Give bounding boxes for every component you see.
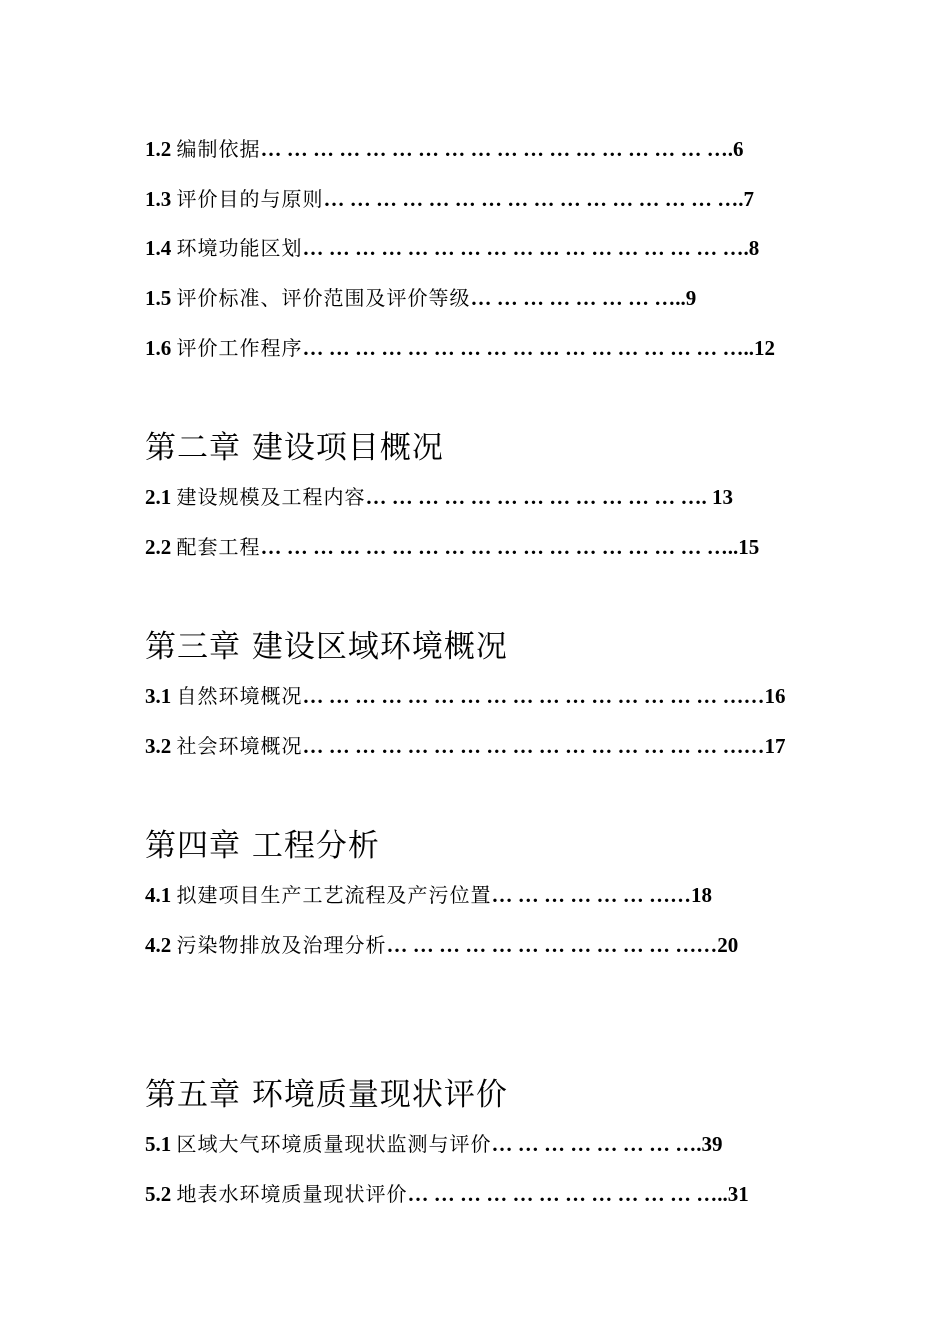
dot-leader: … … … … … … … <box>491 883 670 907</box>
page-number: …18 <box>670 883 712 907</box>
entry-number: 4.1 <box>145 883 172 907</box>
entry-title: 环境功能区划 <box>176 236 303 260</box>
dot-leader: … … … … … … … … … … … … … … … … … <box>302 236 744 260</box>
chapter-heading-5: 第五章 环境质量现状评价 <box>145 1077 508 1113</box>
entry-number: 5.2 <box>145 1182 172 1206</box>
entry-title: 拟建项目生产工艺流程及产污位置 <box>176 883 492 907</box>
dot-leader: … … … … … … … … <box>470 286 676 310</box>
page-number: .8 <box>743 236 760 260</box>
dot-leader: … … … … … … … … … … … … … … … … <box>323 187 739 211</box>
toc-entry-1-4 <box>145 234 759 262</box>
page-number: .39 <box>696 1132 723 1156</box>
entry-title: 评价标准、评价范围及评价等级 <box>176 286 471 310</box>
entry-number: 1.6 <box>145 336 172 360</box>
entry-title: 自然环境概况 <box>176 684 303 708</box>
toc-entry-1-6 <box>145 334 775 362</box>
page-number: ..31 <box>717 1182 749 1206</box>
entry-number: 1.4 <box>145 236 172 260</box>
page-number: …17 <box>743 734 786 758</box>
entry-number: 3.2 <box>145 734 172 758</box>
page-number: ..9 <box>675 286 697 310</box>
page-number: .6 <box>727 137 744 161</box>
chapter-heading-4: 第四章 工程分析 <box>145 828 380 864</box>
page-number: …16 <box>743 684 786 708</box>
entry-title: 社会环境概况 <box>176 734 303 758</box>
toc-entry-5-1 <box>145 1130 723 1158</box>
entry-number: 2.1 <box>145 485 172 509</box>
toc-entry-3-2 <box>145 732 786 760</box>
entry-number: 4.2 <box>145 933 172 957</box>
entry-title: 评价目的与原则 <box>176 187 324 211</box>
chapter-heading-2: 第二章 建设项目概况 <box>145 430 444 466</box>
dot-leader: … … … … … … … … … … … … … … … … … <box>302 684 744 708</box>
entry-number: 5.1 <box>145 1132 172 1156</box>
page-number: .7 <box>738 187 754 211</box>
toc-entry-1-3 <box>145 185 754 213</box>
entry-title: 污染物排放及治理分析 <box>176 933 387 957</box>
entry-title: 区域大气环境质量现状监测与评价 <box>176 1132 492 1156</box>
toc-entry-1-2 <box>145 135 744 163</box>
dot-leader: … … … … … … … … … … … … … … … … … … <box>260 137 728 161</box>
entry-number: 1.3 <box>145 187 172 211</box>
entry-title: 评价工作程序 <box>176 336 303 360</box>
entry-title: 配套工程 <box>176 535 261 559</box>
toc-entry-2-1 <box>145 483 733 511</box>
entry-title: 地表水环境质量现状评价 <box>176 1182 408 1206</box>
toc-entry-2-2 <box>145 533 759 561</box>
entry-number: 1.2 <box>145 137 172 161</box>
dot-leader: … … … … … … … … … … … … … <box>365 485 702 509</box>
dot-leader: … … … … … … … … … … … … … … … … … … <box>260 535 728 559</box>
page-number: ..12 <box>743 336 775 360</box>
page-number: . 13 <box>701 485 733 509</box>
dot-leader: … … … … … … … … <box>491 1132 697 1156</box>
entry-number: 2.2 <box>145 535 172 559</box>
entry-number: 1.5 <box>145 286 172 310</box>
chapter-heading-3: 第三章 建设区域环境概况 <box>145 629 508 665</box>
entry-title: 编制依据 <box>176 137 261 161</box>
dot-leader: … … … … … … … … … … … … <box>407 1182 718 1206</box>
entry-title: 建设规模及工程内容 <box>176 485 366 509</box>
page-number: ..15 <box>727 535 760 559</box>
dot-leader: … … … … … … … … … … … … <box>386 933 697 957</box>
toc-entry-3-1 <box>145 682 786 710</box>
toc-entry-1-5 <box>145 284 696 312</box>
dot-leader: … … … … … … … … … … … … … … … … … <box>302 734 744 758</box>
dot-leader: … … … … … … … … … … … … … … … … … <box>302 336 744 360</box>
page-number: …20 <box>696 933 739 957</box>
toc-entry-4-1 <box>145 881 712 909</box>
toc-entry-4-2 <box>145 931 738 959</box>
toc-entry-5-2 <box>145 1180 749 1208</box>
entry-number: 3.1 <box>145 684 172 708</box>
